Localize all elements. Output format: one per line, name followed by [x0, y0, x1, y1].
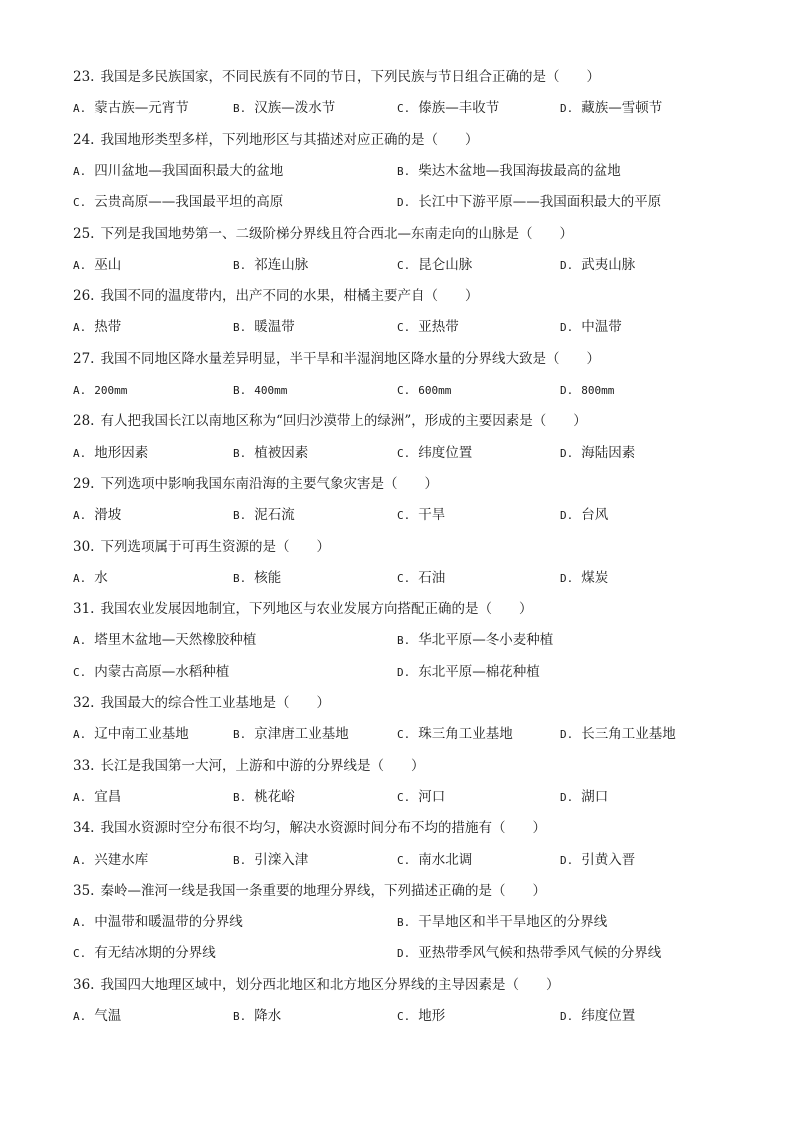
option-text: 200mm: [94, 384, 128, 397]
option-letter: A.: [73, 571, 87, 585]
option-text: 植被因素: [254, 444, 309, 461]
option-d: [560, 256, 635, 275]
option-text: 内蒙古高原—水稻种植: [94, 663, 230, 680]
option-letter: B.: [233, 790, 247, 804]
option-letter: D.: [560, 102, 574, 116]
option-text: 亚热带季风气候和热带季风气候的分界线: [418, 945, 662, 962]
question-stem: [73, 694, 330, 712]
option-d: [397, 944, 661, 963]
option-letter: D.: [560, 853, 574, 867]
option-letter: C.: [73, 196, 87, 210]
option-letter: B.: [233, 853, 247, 867]
option-letter: D.: [560, 258, 574, 272]
option-a: [73, 162, 283, 181]
option-letter: D.: [397, 947, 411, 961]
option-b: [233, 506, 295, 525]
option-d: [560, 1007, 635, 1026]
option-text: 有无结冰期的分界线: [94, 945, 216, 962]
option-text: 宜昌: [94, 788, 122, 805]
option-letter: A.: [73, 509, 87, 523]
option-c: [397, 256, 472, 275]
option-b: [233, 381, 287, 400]
option-c: [397, 444, 472, 463]
question-stem: [73, 538, 330, 556]
option-letter: A.: [73, 164, 87, 178]
option-a: [73, 913, 243, 932]
option-text: 滑坡: [94, 507, 122, 524]
question-number: 36.: [73, 976, 95, 993]
option-text: 桃花峪: [254, 788, 295, 805]
option-letter: C.: [397, 384, 411, 397]
question-stem: [73, 976, 559, 994]
option-text: 气温: [94, 1008, 122, 1024]
option-letter: D.: [560, 790, 574, 804]
option-letter: A.: [73, 728, 87, 742]
question-text: 我国不同地区降水量差异明显，半干旱和半湿润地区降水量的分界线大致是（ ）: [100, 350, 600, 367]
option-letter: C.: [397, 509, 411, 523]
option-c: [397, 381, 451, 400]
option-text: 蒙古族—元宵节: [94, 100, 189, 117]
question-text: 我国四大地理区域中，划分西北地区和北方地区分界线的主导因素是（ ）: [100, 976, 560, 993]
option-letter: C.: [397, 258, 411, 272]
question-number: 35.: [73, 882, 95, 899]
question-text: 我国农业发展因地制宜，下列地区与农业发展方向搭配正确的是（ ）: [100, 601, 533, 618]
option-letter: A.: [73, 790, 87, 804]
question-stem: [73, 412, 587, 430]
question-number: 29.: [73, 475, 95, 492]
option-letter: B.: [233, 509, 247, 523]
option-letter: C.: [73, 665, 87, 679]
option-d: [560, 381, 614, 400]
option-text: 地形因素: [94, 444, 149, 461]
option-text: 泥石流: [254, 507, 295, 524]
option-text: 长三角工业基地: [581, 726, 676, 743]
option-c: [397, 506, 445, 525]
question-stem: [73, 819, 546, 837]
question-stem: [73, 757, 424, 775]
option-text: 引黄入晋: [581, 851, 636, 868]
option-text: 台风: [581, 507, 609, 524]
option-text: 海陆因素: [581, 444, 636, 461]
option-d: [397, 193, 661, 212]
option-a: [73, 569, 108, 588]
question-text: 有人把我国长江以南地区称为“回归沙漠带上的绿洲”，形成的主要因素是（ ）: [100, 413, 587, 430]
option-text: 800mm: [581, 384, 615, 397]
option-a: [73, 506, 121, 525]
option-c: [397, 851, 472, 870]
option-letter: B.: [233, 102, 247, 116]
option-text: 祁连山脉: [254, 256, 309, 273]
option-letter: B.: [397, 634, 411, 648]
option-c: [397, 1007, 445, 1026]
option-d: [560, 99, 662, 118]
option-text: 云贵高原——我国最平坦的高原: [94, 194, 284, 211]
option-text: 藏族—雪顿节: [581, 100, 663, 117]
option-a: [73, 318, 121, 337]
option-text: 纬度位置: [581, 1008, 636, 1024]
option-letter: D.: [560, 728, 574, 742]
option-text: 四川盆地—我国面积最大的盆地: [94, 162, 284, 179]
option-text: 暖温带: [254, 319, 295, 336]
option-c: [397, 318, 459, 337]
option-text: 纬度位置: [418, 444, 473, 461]
option-letter: B.: [397, 164, 411, 178]
option-letter: B.: [233, 446, 247, 460]
option-letter: B.: [233, 321, 247, 335]
option-letter: B.: [233, 258, 247, 272]
option-b: [233, 569, 281, 588]
option-a: [73, 631, 256, 650]
option-text: 傣族—丰收节: [418, 100, 500, 117]
option-a: [73, 725, 189, 744]
option-text: 中温带和暖温带的分界线: [94, 914, 243, 931]
option-b: [233, 444, 308, 463]
option-c: [73, 663, 229, 682]
option-d: [397, 663, 540, 682]
option-text: 湖口: [581, 788, 609, 805]
question-stem: [73, 287, 478, 305]
question-text: 我国是多民族国家，不同民族有不同的节日，下列民族与节日组合正确的是（ ）: [100, 69, 600, 85]
option-letter: A.: [73, 916, 87, 930]
option-letter: D.: [560, 446, 574, 460]
option-a: [73, 788, 121, 807]
question-stem: [73, 350, 600, 368]
option-text: 南水北调: [418, 851, 473, 868]
option-text: 亚热带: [418, 319, 459, 336]
option-d: [560, 569, 608, 588]
question-text: 我国最大的综合性工业基地是（ ）: [100, 695, 330, 711]
option-text: 水: [94, 569, 108, 586]
option-letter: A.: [73, 446, 87, 460]
option-letter: D.: [397, 196, 411, 210]
option-letter: A.: [73, 1010, 87, 1023]
option-text: 核能: [254, 569, 282, 586]
option-letter: B.: [233, 1010, 247, 1023]
option-letter: A.: [73, 258, 87, 272]
option-letter: B.: [397, 916, 411, 930]
question-text: 我国地形类型多样，下列地形区与其描述对应正确的是（ ）: [100, 131, 479, 148]
option-text: 河口: [418, 788, 446, 805]
option-a: [73, 99, 189, 118]
option-b: [397, 913, 607, 932]
question-number: 25.: [73, 225, 95, 242]
option-letter: A.: [73, 853, 87, 867]
option-d: [560, 318, 622, 337]
question-number: 26.: [73, 288, 95, 305]
option-letter: C.: [397, 1010, 411, 1023]
question-number: 24.: [73, 131, 95, 148]
option-d: [560, 444, 635, 463]
question-number: 34.: [73, 820, 95, 837]
question-text: 我国不同的温度带内，出产不同的水果，柑橘主要产自（ ）: [100, 288, 479, 305]
option-text: 柴达木盆地—我国海拔最高的盆地: [418, 162, 621, 179]
question-number: 33.: [73, 757, 95, 774]
option-text: 干旱地区和半干旱地区的分界线: [418, 914, 608, 931]
option-text: 热带: [94, 319, 122, 336]
option-d: [560, 725, 676, 744]
option-text: 京津唐工业基地: [254, 726, 349, 743]
option-letter: A.: [73, 384, 87, 397]
option-d: [560, 851, 635, 870]
question-text: 下列是我国地势第一、二级阶梯分界线且符合西北—东南走向的山脉是（ ）: [100, 225, 573, 242]
option-text: 武夷山脉: [581, 256, 636, 273]
option-b: [233, 256, 308, 275]
option-b: [397, 631, 553, 650]
question-number: 31.: [73, 601, 95, 618]
option-b: [233, 99, 335, 118]
option-text: 600mm: [418, 384, 452, 397]
option-b: [233, 1007, 281, 1026]
question-stem: [73, 600, 532, 618]
question-text: 我国水资源时空分布很不均匀，解决水资源时间分布不均的措施有（ ）: [100, 820, 546, 837]
option-b: [233, 318, 295, 337]
option-letter: D.: [560, 321, 574, 335]
question-stem: [73, 68, 600, 86]
option-b: [233, 788, 295, 807]
option-c: [397, 725, 513, 744]
option-letter: B.: [233, 728, 247, 742]
option-letter: B.: [233, 384, 247, 397]
question-stem: [73, 131, 478, 149]
option-letter: D.: [560, 509, 574, 523]
option-letter: C.: [397, 446, 411, 460]
option-letter: D.: [560, 571, 574, 585]
option-letter: C.: [397, 321, 411, 335]
option-a: [73, 381, 127, 400]
option-text: 汉族—泼水节: [254, 100, 336, 117]
option-text: 地形: [418, 1008, 446, 1024]
option-text: 煤炭: [581, 569, 609, 586]
option-a: [73, 444, 148, 463]
option-letter: C.: [397, 790, 411, 804]
option-d: [560, 788, 608, 807]
option-text: 400mm: [254, 384, 288, 397]
option-letter: D.: [560, 1010, 574, 1023]
question-number: 30.: [73, 538, 95, 555]
option-text: 干旱: [418, 507, 446, 524]
question-number: 28.: [73, 413, 95, 430]
option-text: 塔里木盆地—天然橡胶种植: [94, 632, 257, 649]
question-stem: [73, 475, 438, 493]
option-text: 中温带: [581, 319, 622, 336]
option-c: [397, 569, 445, 588]
option-letter: A.: [73, 102, 87, 116]
option-letter: C.: [397, 571, 411, 585]
question-text: 下列选项属于可再生资源的是（ ）: [100, 538, 330, 555]
question-stem: [73, 225, 573, 243]
option-text: 辽中南工业基地: [94, 726, 189, 743]
option-a: [73, 1007, 121, 1026]
option-letter: D.: [560, 384, 574, 397]
option-b: [233, 851, 308, 870]
option-b: [233, 725, 349, 744]
option-text: 降水: [254, 1008, 282, 1024]
option-c: [397, 99, 499, 118]
question-number: 32.: [73, 695, 95, 711]
question-number: 27.: [73, 350, 95, 367]
option-d: [560, 506, 608, 525]
option-letter: C.: [73, 947, 87, 961]
option-a: [73, 256, 121, 275]
option-c: [397, 788, 445, 807]
option-letter: A.: [73, 321, 87, 335]
option-letter: A.: [73, 634, 87, 648]
question-text: 下列选项中影响我国东南沿海的主要气象灾害是（ ）: [100, 475, 438, 492]
question-text: 长江是我国第一大河，上游和中游的分界线是（ ）: [100, 757, 425, 774]
option-text: 巫山: [94, 256, 122, 273]
option-a: [73, 851, 148, 870]
option-b: [397, 162, 621, 181]
question-number: 23.: [73, 69, 95, 85]
question-text: 秦岭—淮河一线是我国一条重要的地理分界线，下列描述正确的是（ ）: [100, 882, 546, 899]
option-text: 珠三角工业基地: [418, 726, 513, 743]
option-letter: C.: [397, 102, 411, 116]
option-letter: D.: [397, 665, 411, 679]
option-text: 兴建水库: [94, 851, 149, 868]
option-c: [73, 944, 216, 963]
option-text: 昆仑山脉: [418, 256, 473, 273]
question-stem: [73, 882, 546, 900]
option-letter: C.: [397, 728, 411, 742]
option-letter: B.: [233, 571, 247, 585]
option-letter: C.: [397, 853, 411, 867]
option-text: 东北平原—棉花种植: [418, 663, 540, 680]
option-text: 引滦入津: [254, 851, 309, 868]
option-text: 石油: [418, 569, 446, 586]
option-text: 华北平原—冬小麦种植: [418, 632, 554, 649]
option-c: [73, 193, 283, 212]
option-text: 长江中下游平原——我国面积最大的平原: [418, 194, 662, 211]
